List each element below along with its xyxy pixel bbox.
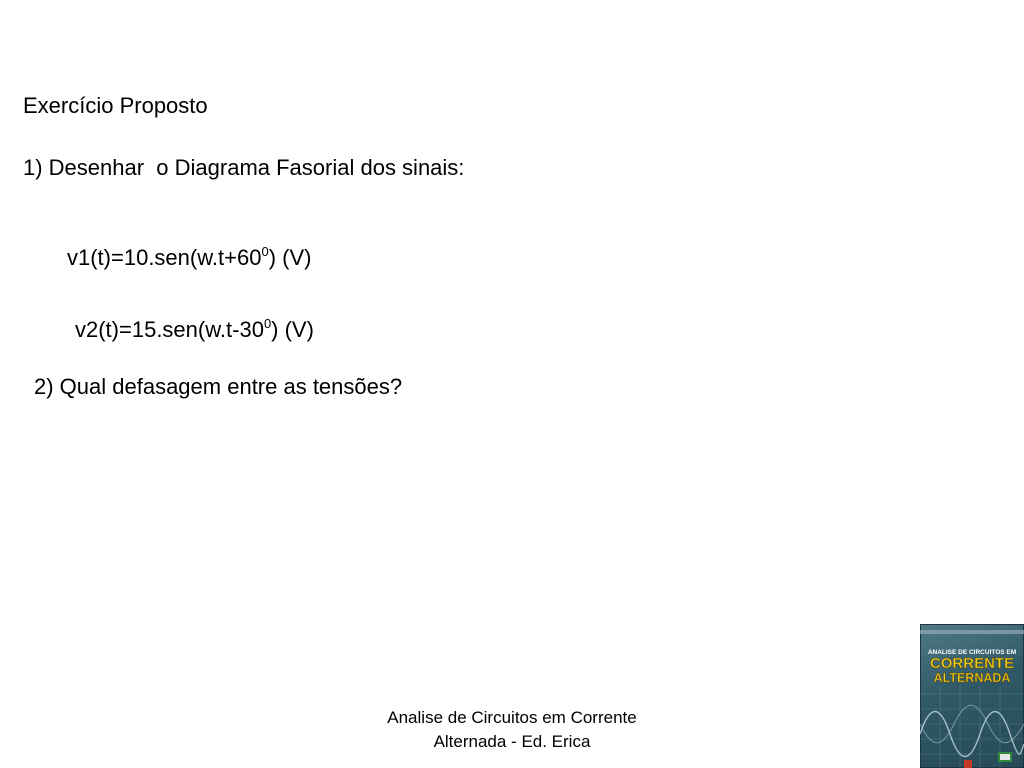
footer-line-1: Analise de Circuitos em Corrente <box>387 708 637 727</box>
svg-text:CORRENTE: CORRENTE <box>929 655 1015 672</box>
signal-v1-text: v1(t)=10.sen(w.t+60 <box>67 245 262 270</box>
signal-v2-degree: 0 <box>263 316 272 331</box>
signal-v2-text: v2(t)=15.sen(w.t-30 <box>75 317 264 342</box>
question-1: 1) Desenhar o Diagrama Fasorial dos sinais: <box>23 155 465 180</box>
footer-line-2: Alternada - Ed. Erica <box>433 732 591 751</box>
signal-v1-degree: 0 <box>261 244 269 259</box>
svg-text:ALTERNADA: ALTERNADA <box>933 671 1011 685</box>
signal-v2-unit: ) (V) <box>271 317 314 342</box>
footer-credit <box>362 706 662 754</box>
slide-title: Exercício Proposto <box>23 93 208 118</box>
svg-text:ANALISE DE CIRCUITOS EM: ANALISE DE CIRCUITOS EM <box>927 649 1017 656</box>
signal-v1-unit: ) (V) <box>268 245 312 270</box>
book-cover-title-art <box>920 624 1024 768</box>
question-2: 2) Qual defasagem entre as tensões? <box>34 374 403 399</box>
signal-v1-equation <box>67 245 311 271</box>
book-cover-image <box>920 624 1024 768</box>
signal-v2-equation <box>75 317 314 343</box>
